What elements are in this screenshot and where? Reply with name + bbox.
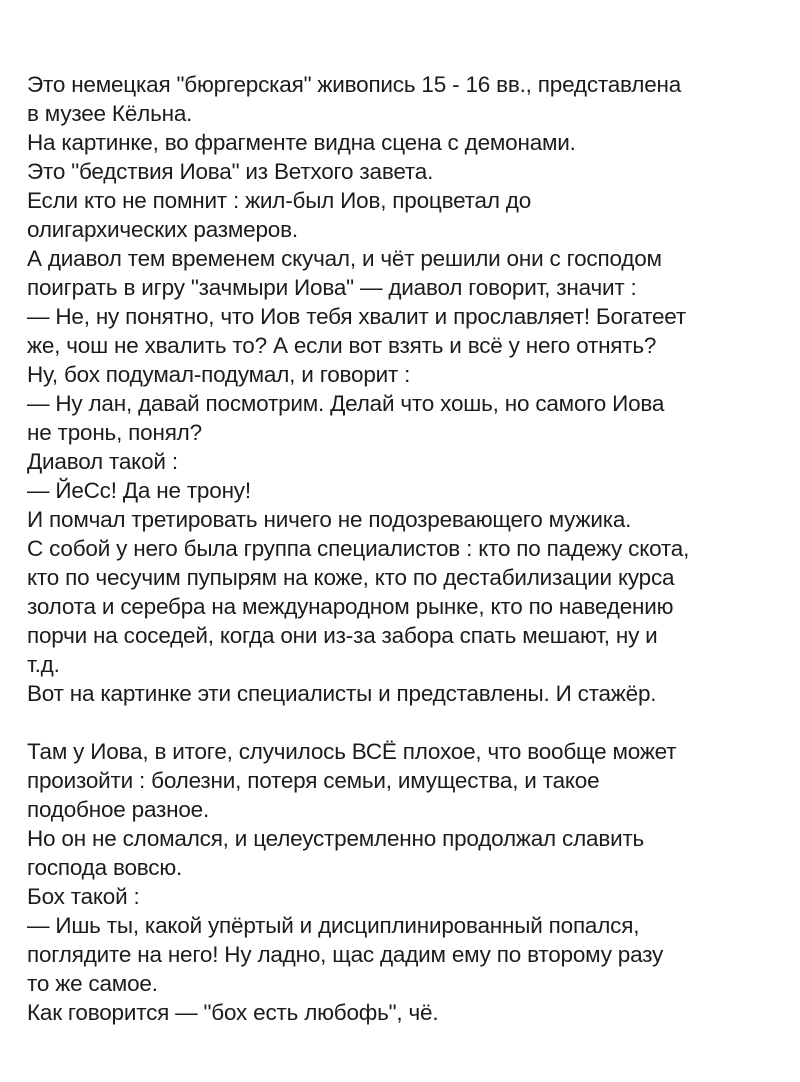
text-line: А диавол тем временем скучал, и чёт решили они с господом [27,246,662,271]
text-line: не тронь, понял? [27,420,202,445]
paragraph-break [27,708,787,737]
text-line: Но он не сломался, и целеустремленно продолжал славить [27,826,645,851]
text-line: Вот на картинке эти специалисты и представлены. И стажёр. [27,681,657,706]
text-line: поглядите на него! Ну ладно, щас дадим ему по второму разу [27,942,664,967]
text-line: Бох такой : [27,884,140,909]
text-line: Если кто не помнит : жил-был Иов, процветал до [27,188,532,213]
text-line: подобное разное. [27,797,210,822]
text-line: в музее Кёльна. [27,101,193,126]
text-line: Там у Иова, в итоге, случилось ВСЁ плохое, что вообще может [27,739,677,764]
text-line: На картинке, во фрагменте видна сцена с демонами. [27,130,576,155]
text-line: т.д. [27,652,60,677]
text-line: — Ну лан, давай посмотрим. Делай что хошь, но самого Иова [27,391,665,416]
text-line: — ЙеСс! Да не трону! [27,478,251,503]
text-line: С собой у него была группа специалистов : кто по падежу скота, [27,536,690,561]
text-line: господа вовсю. [27,855,183,880]
text-line: олигархических размеров. [27,217,298,242]
post-text [27,70,787,1027]
text-line: же, чош не хвалить то? А если вот взять и всё у него отнять? [27,333,657,358]
text-line: произойти : болезни, потеря семьи, имущества, и такое [27,768,600,793]
text-line: Это немецкая "бюргерская" живопись 15 - 16 вв., представлена [27,72,682,97]
text-line: порчи на соседей, когда они из-за забора спать мешают, ну и [27,623,658,648]
text-line: кто по чесучим пупырям на коже, кто по дестабилизации курса [27,565,675,590]
text-line: Как говорится — "бох есть любофь", чё. [27,1000,439,1025]
text-line: то же самое. [27,971,158,996]
text-line: — Не, ну понятно, что Иов тебя хвалит и прославляет! Богатеет [27,304,686,329]
text-line: поиграть в игру "зачмыри Иова" — диавол говорит, значит : [27,275,637,300]
text-line: Диавол такой : [27,449,178,474]
text-line: золота и серебра на международном рынке, кто по наведению [27,594,674,619]
text-line: — Ишь ты, какой упёртый и дисциплинированный попался, [27,913,640,938]
text-line: Ну, бох подумал-подумал, и говорит : [27,362,411,387]
text-line: Это "бедствия Иова" из Ветхого завета. [27,159,434,184]
text-line: И помчал третировать ничего не подозревающего мужика. [27,507,632,532]
